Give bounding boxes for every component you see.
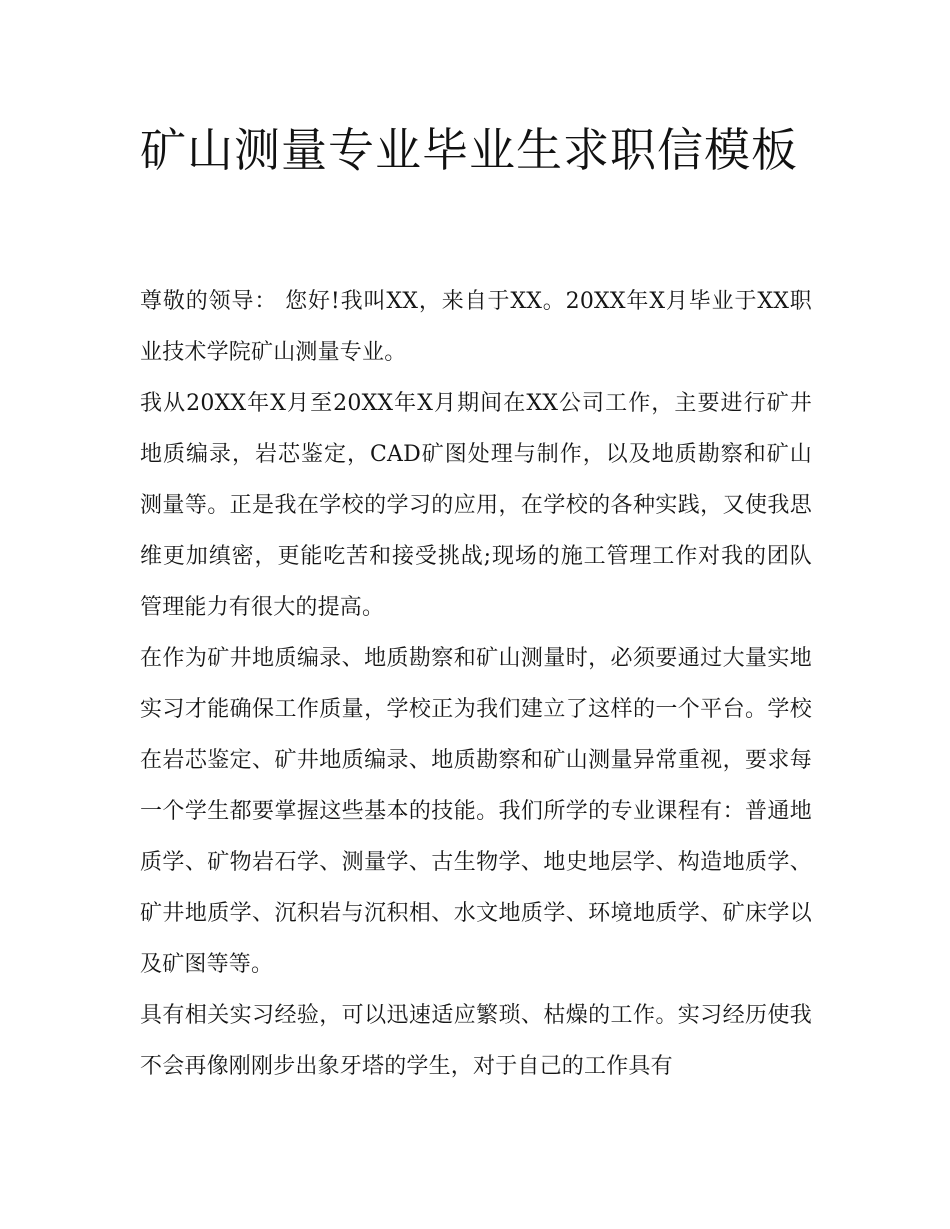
document-title: 矿山测量专业毕业生求职信模板: [140, 123, 798, 177]
paragraph-internship: 具有相关实习经验，可以迅速适应繁琐、枯燥的工作。实习经历使我不会再像刚刚步出象牙塔的学生，对于自己的工作具有: [140, 1003, 812, 1079]
document-body: [140, 276, 812, 1092]
paragraph-greeting: 尊敬的领导： 您好!我叫XX，来自于XX。20XX年X月毕业于XX职业技术学院矿山测量专业。: [140, 289, 812, 365]
paragraph-work-experience: 我从20XX年X月至20XX年X月期间在XX公司工作，主要进行矿井地质编录，岩芯鉴定，CAD矿图处理与制作，以及地质勘察和矿山测量等。正是我在学校的学习的应用，在学校的各种实践，又使我思维更加缜密，更能吃苦和接受挑战;现场的施工管理工作对我的团队管理能力有很大的提高。: [140, 391, 812, 620]
paragraph-school-training: 在作为矿井地质编录、地质勘察和矿山测量时，必须要通过大量实地实习才能确保工作质量，学校正为我们建立了这样的一个平台。学校在岩芯鉴定、矿井地质编录、地质勘察和矿山测量异常重视，要求每一个学生都要掌握这些基本的技能。我们所学的专业课程有：普通地质学、矿物岩石学、测量学、古生物学、地史地层学、构造地质学、矿井地质学、沉积岩与沉积相、水文地质学、环境地质学、矿床学以及矿图等等。: [140, 646, 812, 977]
